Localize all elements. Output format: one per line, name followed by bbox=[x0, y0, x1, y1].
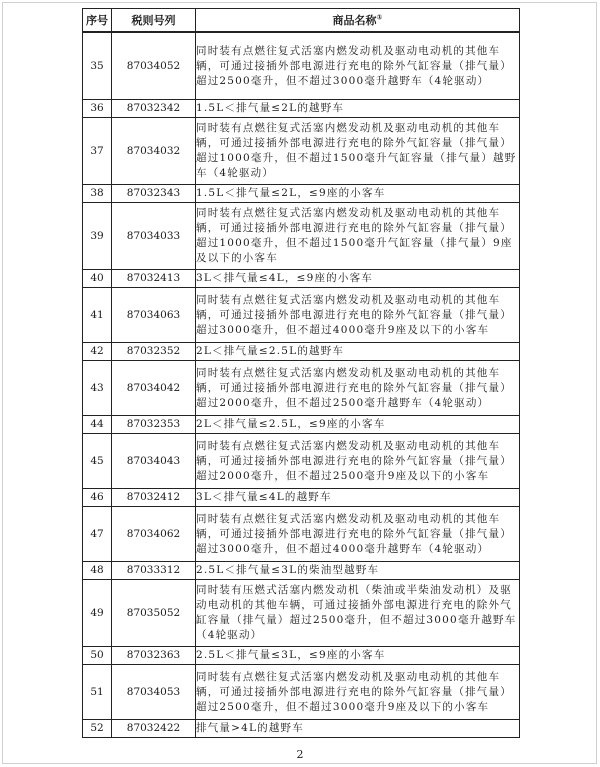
row-description: 同时装有点燃往复式活塞内燃发动机及驱动电动机的其他车辆，可通过接插外部电源进行充电的除外气缸容量（排气量）超过2500毫升，但不超过3000毫升9座及以下的小客车 bbox=[196, 665, 520, 720]
table-row bbox=[83, 203, 520, 270]
table-row bbox=[83, 32, 520, 100]
table-row bbox=[83, 489, 520, 507]
row-description: 同时装有点燃往复式活塞内燃发动机及驱动电动机的其他车辆，可通过接插外部电源进行充电的除外气缸容量（排气量）超过2000毫升，但不超过2500毫升越野车（4轮驱动） bbox=[196, 361, 520, 416]
table-row bbox=[83, 434, 520, 489]
header-code: 税则号列 bbox=[112, 9, 196, 33]
header-index: 序号 bbox=[83, 9, 112, 33]
table-row bbox=[83, 118, 520, 185]
table-row bbox=[83, 580, 520, 647]
row-description: 同时装有点燃往复式活塞内燃发动机及驱动电动机的其他车辆，可通过接插外部电源进行充电的除外气缸容量（排气量）超过3000毫升，但不超过4000毫升越野车（4轮驱动） bbox=[196, 507, 520, 562]
header-name bbox=[196, 9, 520, 33]
row-index: 43 bbox=[83, 361, 112, 416]
row-code: 87034042 bbox=[112, 361, 196, 416]
tariff-table bbox=[82, 8, 520, 738]
row-description: 2.5L＜排气量≤3L的柴油型越野车 bbox=[196, 562, 520, 580]
row-description: 3L＜排气量≤4L的越野车 bbox=[196, 489, 520, 507]
row-index: 46 bbox=[83, 489, 112, 507]
row-code: 87035052 bbox=[112, 580, 196, 647]
row-description: 排气量>4L的越野车 bbox=[196, 720, 520, 738]
table-row bbox=[83, 270, 520, 288]
row-code: 87032353 bbox=[112, 416, 196, 434]
row-index: 36 bbox=[83, 100, 112, 118]
table-row bbox=[83, 288, 520, 343]
row-code: 87032343 bbox=[112, 185, 196, 203]
row-index: 35 bbox=[83, 32, 112, 100]
row-code: 87032342 bbox=[112, 100, 196, 118]
row-code: 87034033 bbox=[112, 203, 196, 270]
row-code: 87032352 bbox=[112, 343, 196, 361]
row-code: 87032412 bbox=[112, 489, 196, 507]
row-code: 87034062 bbox=[112, 507, 196, 562]
row-description: 同时装有点燃往复式活塞内燃发动机及驱动电动机的其他车辆，可通过接插外部电源进行充电的除外气缸容量（排气量）超过3000毫升，但不超过4000毫升9座及以下的小客车 bbox=[196, 288, 520, 343]
row-index: 44 bbox=[83, 416, 112, 434]
row-code: 87032363 bbox=[112, 647, 196, 665]
row-code: 87034052 bbox=[112, 32, 196, 100]
row-index: 52 bbox=[83, 720, 112, 738]
row-index: 49 bbox=[83, 580, 112, 647]
page-number: 2 bbox=[296, 748, 304, 761]
row-index: 39 bbox=[83, 203, 112, 270]
row-index: 41 bbox=[83, 288, 112, 343]
row-code: 87034032 bbox=[112, 118, 196, 185]
row-index: 38 bbox=[83, 185, 112, 203]
row-code: 87032422 bbox=[112, 720, 196, 738]
row-description: 1.5L＜排气量≤2L的越野车 bbox=[196, 100, 520, 118]
row-index: 45 bbox=[83, 434, 112, 489]
row-code: 87033312 bbox=[112, 562, 196, 580]
row-code: 87034063 bbox=[112, 288, 196, 343]
row-index: 50 bbox=[83, 647, 112, 665]
row-index: 48 bbox=[83, 562, 112, 580]
table-row bbox=[83, 361, 520, 416]
row-code: 87032413 bbox=[112, 270, 196, 288]
table-row bbox=[83, 665, 520, 720]
table-row bbox=[83, 720, 520, 738]
header-name-label: 商品名称 bbox=[332, 13, 377, 27]
row-description: 同时装有点燃往复式活塞内燃发动机及驱动电动机的其他车辆，可通过接插外部电源进行充电的除外气缸容量（排气量）超过1000毫升，但不超过1500毫升气缸容量（排气量）9座及以下的小客车 bbox=[196, 203, 520, 270]
row-description: 1.5L＜排气量≤2L，≤9座的小客车 bbox=[196, 185, 520, 203]
row-description: 同时装有点燃往复式活塞内燃发动机及驱动电动机的其他车辆，可通过接插外部电源进行充电的除外气缸容量（排气量）超过2500毫升，但不超过3000毫升越野车（4轮驱动） bbox=[196, 32, 520, 100]
table-row bbox=[83, 185, 520, 203]
row-index: 42 bbox=[83, 343, 112, 361]
table-row bbox=[83, 647, 520, 665]
row-code: 87034043 bbox=[112, 434, 196, 489]
row-index: 40 bbox=[83, 270, 112, 288]
row-description: 2L＜排气量≤2.5L的越野车 bbox=[196, 343, 520, 361]
table-row bbox=[83, 100, 520, 118]
row-description: 同时装有点燃往复式活塞内燃发动机及驱动电动机的其他车辆，可通过接插外部电源进行充电的除外气缸容量（排气量）超过1000毫升，但不超过1500毫升气缸容量（排气量）越野车（4轮驱动） bbox=[196, 118, 520, 185]
table-row bbox=[83, 507, 520, 562]
row-description: 2L＜排气量≤2.5L，≤9座的小客车 bbox=[196, 416, 520, 434]
table-row bbox=[83, 343, 520, 361]
header-name-footnote: ① bbox=[376, 12, 383, 21]
row-index: 37 bbox=[83, 118, 112, 185]
row-description: 同时装有压燃式活塞内燃发动机（柴油或半柴油发动机）及驱动电动机的其他车辆，可通过接插外部电源进行充电的除外气缸容量（排气量）超过2500毫升，但不超过3000毫升越野车（4轮驱动） bbox=[196, 580, 520, 647]
row-index: 47 bbox=[83, 507, 112, 562]
row-description: 2.5L＜排气量≤3L，≤9座的小客车 bbox=[196, 647, 520, 665]
table-row bbox=[83, 416, 520, 434]
table-header-row bbox=[83, 9, 520, 33]
row-description: 同时装有点燃往复式活塞内燃发动机及驱动电动机的其他车辆，可通过接插外部电源进行充电的除外气缸容量（排气量）超过2000毫升，但不超过2500毫升9座及以下的小客车 bbox=[196, 434, 520, 489]
row-code: 87034053 bbox=[112, 665, 196, 720]
table-row bbox=[83, 562, 520, 580]
row-description: 3L＜排气量≤4L，≤9座的小客车 bbox=[196, 270, 520, 288]
row-index: 51 bbox=[83, 665, 112, 720]
